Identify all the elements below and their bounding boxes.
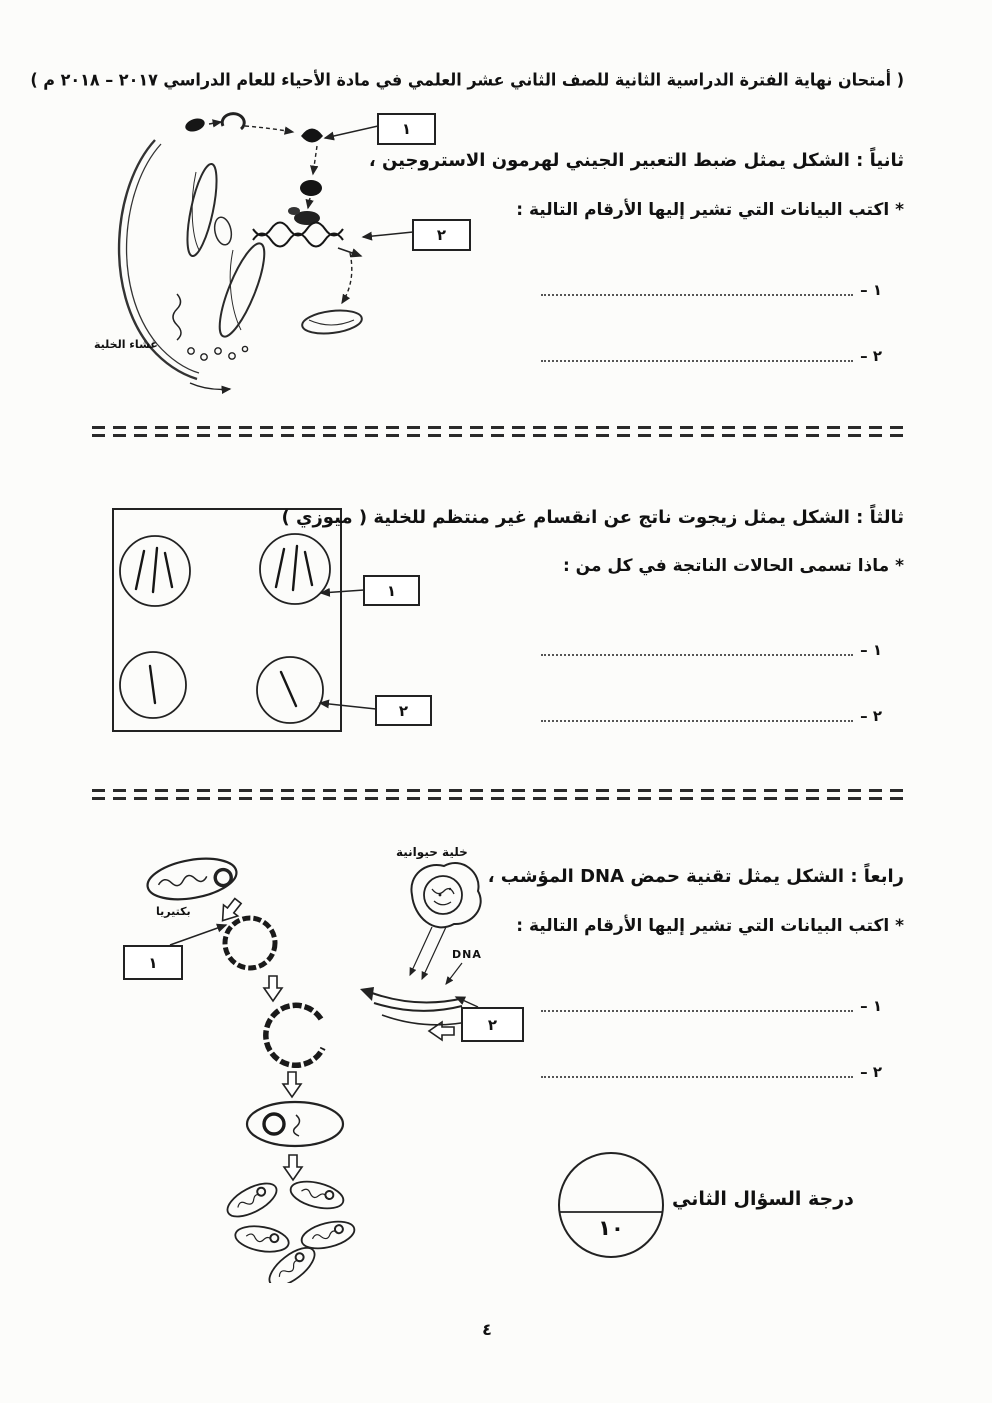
- diagram4-label-box-1: ١: [123, 945, 183, 980]
- answer-number: ١ –: [860, 997, 882, 1015]
- recombinant-plasmid-cell: [247, 1102, 343, 1146]
- section2-title: ثانياً : الشكل يمثل ضبط التعبير الجيني لهرمون الاستروجين ،: [368, 150, 904, 171]
- protein-blob: [300, 180, 322, 196]
- section4-answer-line-1: [534, 992, 882, 1014]
- score-circle-drawing: [556, 1150, 666, 1260]
- section3-answer-line-2: [534, 702, 882, 724]
- receptor-complex: [301, 129, 323, 143]
- hollow-arrow: [283, 1072, 301, 1097]
- hollow-arrow: [264, 976, 282, 1001]
- dotted-answer-line: [541, 640, 853, 656]
- mrna-strand: [173, 294, 181, 340]
- diagram3-label-box-1: ١: [363, 575, 420, 606]
- section-divider: [92, 789, 904, 800]
- hormone-molecule: [184, 116, 207, 134]
- section3-answer-line-1: [534, 636, 882, 658]
- dotted-answer-line: [541, 346, 853, 362]
- dotted-answer-line: [541, 706, 853, 722]
- bacteria-colony: [223, 1177, 358, 1283]
- cells: [120, 534, 330, 723]
- dna-label: DNA: [452, 948, 482, 961]
- answer-number: ١ –: [860, 281, 882, 299]
- section4-answer-line-2: [534, 1058, 882, 1080]
- cut-plasmid: [266, 1005, 323, 1065]
- section3-instruction: * ماذا تسمى الحالات الناتجة في كل من :: [562, 556, 904, 576]
- animal-cell: [411, 863, 480, 927]
- answer-number: ٢ –: [860, 347, 882, 365]
- exam-header: ( أمتحان نهاية الفترة الدراسية الثانية للصف الثاني عشر العلمي في مادة الأحياء للعام الدراسي ٢٠١٧ – ٢٠١٨ م ): [30, 69, 904, 90]
- fragment-arrowhead: [360, 987, 374, 1001]
- plasmid-ring: [225, 918, 275, 968]
- chromosomes: [136, 546, 312, 706]
- organelles: [181, 162, 363, 341]
- diagram2-label-box-2: ٢: [412, 219, 471, 251]
- score-value: ١٠: [598, 1216, 624, 1240]
- diagram4-label-box-2: ٢: [461, 1007, 524, 1042]
- section4-instruction: * اكتب البيانات التي تشير إليها الأرقام التالية :: [516, 916, 904, 936]
- dna-helix: [253, 223, 343, 247]
- section2-answer-line-1: [534, 276, 882, 298]
- score-circle: [556, 1150, 666, 1260]
- section3-title: ثالثاً : الشكل يمثل زيجوت ناتج عن انقسام غير منتظم للخلية ( ميوزي ): [281, 507, 904, 528]
- dotted-answer-line: [541, 996, 853, 1012]
- section2-answer-line-2: [534, 342, 882, 364]
- dotted-answer-line: [541, 280, 853, 296]
- section4-title: رابعاً : الشكل يمثل تقنية حمض DNA المؤشب ،: [487, 866, 904, 887]
- diagram3-label-box-2: ٢: [375, 695, 432, 726]
- process-arrows: [190, 122, 352, 389]
- animal-cell-label: خلية حيوانية: [396, 845, 468, 859]
- hollow-arrow: [284, 1155, 302, 1180]
- section2-instruction: * اكتب البيانات التي تشير إليها الأرقام التالية :: [516, 200, 904, 220]
- section-divider: [92, 426, 904, 437]
- answer-number: ٢ –: [860, 1063, 882, 1081]
- receptor-shape: [222, 114, 244, 129]
- membrane-label: غشاء الخلية: [94, 338, 158, 351]
- page-number: ٤: [482, 1320, 492, 1339]
- bacterium: [144, 852, 239, 905]
- answer-number: ١ –: [860, 641, 882, 659]
- score-label: درجة السؤال الثاني: [672, 1188, 854, 1210]
- dotted-answer-line: [541, 1062, 853, 1078]
- label-leader-lines: [320, 590, 376, 709]
- ribosomes: [188, 346, 248, 360]
- diagram2-label-box-1: ١: [377, 113, 436, 145]
- label-leader-lines: [170, 925, 478, 1007]
- diagram-frame: [113, 509, 341, 731]
- bacterium-label: بكتيريا: [156, 905, 191, 918]
- answer-number: ٢ –: [860, 707, 882, 725]
